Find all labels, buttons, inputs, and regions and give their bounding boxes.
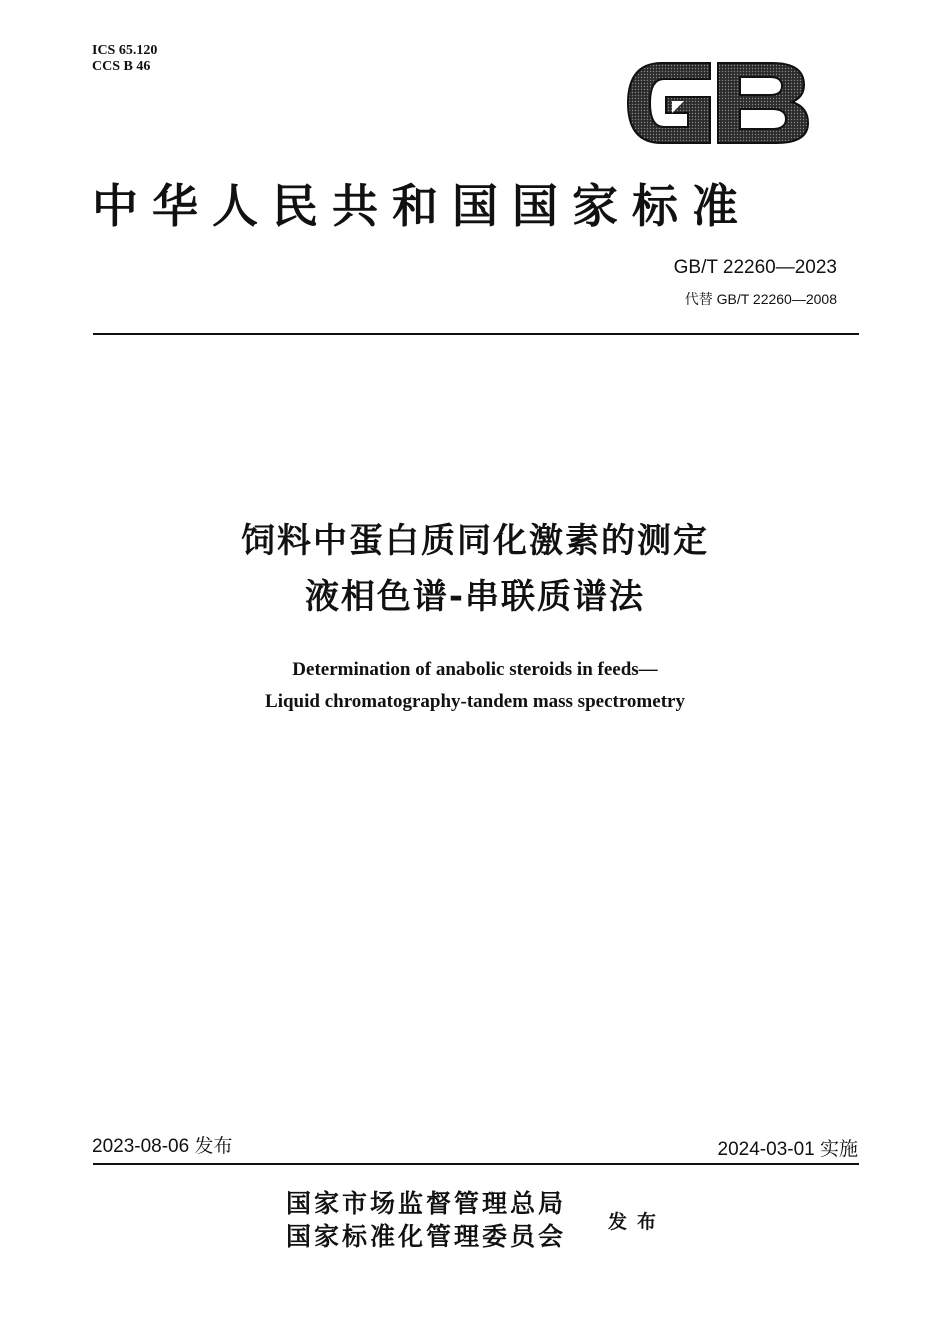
footer-divider [93,1163,859,1165]
issuer-samr: 国家市场监督管理总局 [286,1189,567,1218]
national-standard-heading: 中华人民共和国国家标准 [92,179,752,233]
english-title-line1: Determination of anabolic steroids in feeds— [292,659,658,680]
ccs-code: CCS B 46 [92,59,151,74]
gb-logo [622,55,812,151]
replaced-standard: 代替 GB/T 22260—2008 [684,291,837,307]
ics-code: ICS 65.120 [92,43,158,58]
publish-label: 发布 [608,1211,667,1233]
standard-number: GB/T 22260—2023 [673,257,837,278]
classification-codes [92,43,157,75]
chinese-title-line1: 饲料中蛋白质同化激素的测定 [241,521,709,561]
issuer-sac: 国家标准化管理委员会 [286,1222,567,1251]
english-title-line2: Liquid chromatography-tandem mass spectrometry [265,691,685,712]
header-divider [93,333,859,335]
implementation-date: 2024-03-01 实施 [717,1139,858,1160]
chinese-title-line2: 液相色谱-串联质谱法 [304,577,646,617]
issue-date: 2023-08-06 发布 [92,1136,233,1157]
